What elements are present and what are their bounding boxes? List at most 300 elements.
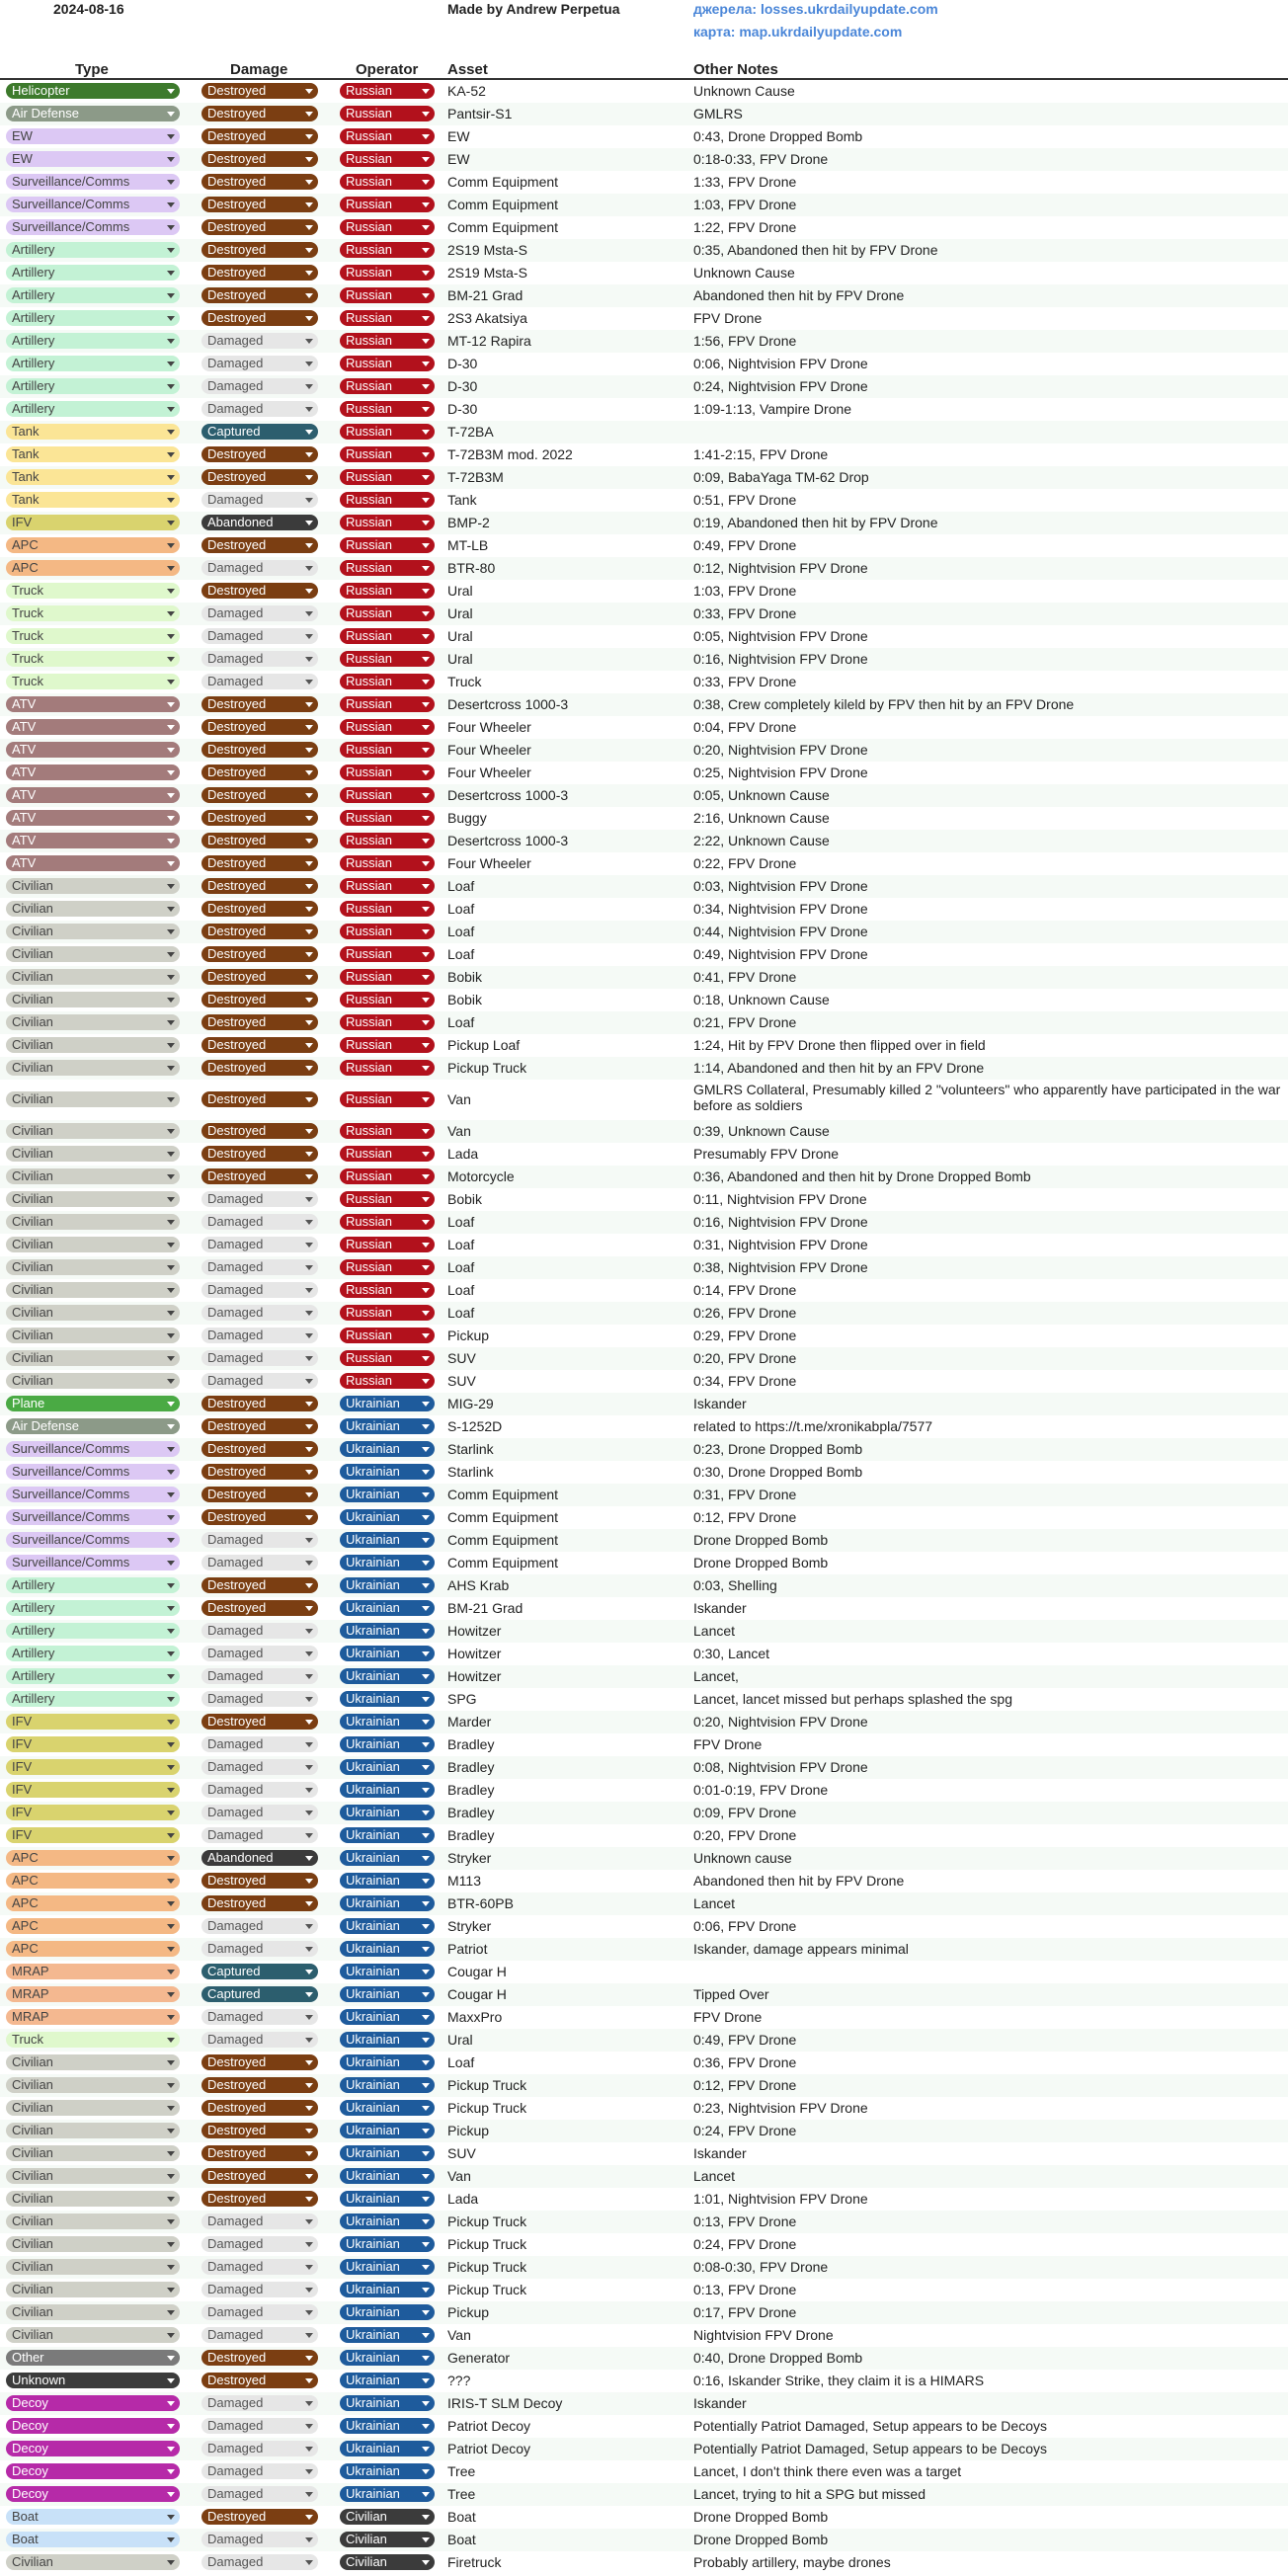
operator-dropdown[interactable] xyxy=(340,1014,435,1030)
map-link[interactable]: карта: map.ukrdailyupdate.com xyxy=(693,24,903,40)
damage-dropdown[interactable] xyxy=(201,537,318,553)
damage-dropdown[interactable] xyxy=(201,106,318,121)
damage-dropdown[interactable] xyxy=(201,2145,318,2161)
type-dropdown[interactable] xyxy=(6,265,180,281)
type-dropdown[interactable] xyxy=(6,765,180,780)
damage-dropdown[interactable] xyxy=(201,469,318,485)
type-dropdown[interactable] xyxy=(6,1123,180,1139)
damage-dropdown[interactable] xyxy=(201,628,318,644)
type-dropdown[interactable] xyxy=(6,2304,180,2320)
damage-dropdown[interactable] xyxy=(201,1532,318,1548)
operator-dropdown[interactable] xyxy=(340,1895,435,1911)
operator-dropdown[interactable] xyxy=(340,1850,435,1866)
damage-dropdown[interactable] xyxy=(201,2327,318,2343)
operator-dropdown[interactable] xyxy=(340,901,435,917)
operator-dropdown[interactable] xyxy=(340,2214,435,2229)
damage-dropdown[interactable] xyxy=(201,1214,318,1230)
damage-dropdown[interactable] xyxy=(201,1037,318,1053)
type-dropdown[interactable] xyxy=(6,742,180,758)
operator-dropdown[interactable] xyxy=(340,1237,435,1252)
damage-dropdown[interactable] xyxy=(201,946,318,962)
type-dropdown[interactable] xyxy=(6,2214,180,2229)
operator-dropdown[interactable] xyxy=(340,174,435,190)
damage-dropdown[interactable] xyxy=(201,174,318,190)
operator-dropdown[interactable] xyxy=(340,219,435,235)
damage-dropdown[interactable] xyxy=(201,265,318,281)
operator-dropdown[interactable] xyxy=(340,878,435,894)
type-dropdown[interactable] xyxy=(6,1759,180,1775)
operator-dropdown[interactable] xyxy=(340,628,435,644)
damage-dropdown[interactable] xyxy=(201,583,318,599)
damage-dropdown[interactable] xyxy=(201,2191,318,2207)
type-dropdown[interactable] xyxy=(6,1986,180,2002)
operator-dropdown[interactable] xyxy=(340,2441,435,2456)
damage-dropdown[interactable] xyxy=(201,1487,318,1502)
operator-dropdown[interactable] xyxy=(340,969,435,985)
operator-dropdown[interactable] xyxy=(340,1827,435,1843)
damage-dropdown[interactable] xyxy=(201,560,318,576)
operator-dropdown[interactable] xyxy=(340,1441,435,1457)
damage-dropdown[interactable] xyxy=(201,924,318,939)
damage-dropdown[interactable] xyxy=(201,1350,318,1366)
type-dropdown[interactable] xyxy=(6,83,180,99)
type-dropdown[interactable] xyxy=(6,1060,180,1076)
operator-dropdown[interactable] xyxy=(340,2100,435,2116)
operator-dropdown[interactable] xyxy=(340,2554,435,2570)
operator-dropdown[interactable] xyxy=(340,1328,435,1343)
type-dropdown[interactable] xyxy=(6,1736,180,1752)
operator-dropdown[interactable] xyxy=(340,1805,435,1820)
damage-dropdown[interactable] xyxy=(201,2395,318,2411)
operator-dropdown[interactable] xyxy=(340,1941,435,1957)
damage-dropdown[interactable] xyxy=(201,1509,318,1525)
damage-dropdown[interactable] xyxy=(201,2509,318,2525)
operator-dropdown[interactable] xyxy=(340,1191,435,1207)
type-dropdown[interactable] xyxy=(6,2191,180,2207)
type-dropdown[interactable] xyxy=(6,2123,180,2138)
type-dropdown[interactable] xyxy=(6,719,180,735)
type-dropdown[interactable] xyxy=(6,651,180,667)
operator-dropdown[interactable] xyxy=(340,674,435,689)
damage-dropdown[interactable] xyxy=(201,651,318,667)
type-dropdown[interactable] xyxy=(6,469,180,485)
operator-dropdown[interactable] xyxy=(340,1668,435,1684)
operator-dropdown[interactable] xyxy=(340,128,435,144)
type-dropdown[interactable] xyxy=(6,1668,180,1684)
damage-dropdown[interactable] xyxy=(201,878,318,894)
type-dropdown[interactable] xyxy=(6,855,180,871)
damage-dropdown[interactable] xyxy=(201,2373,318,2388)
damage-dropdown[interactable] xyxy=(201,492,318,508)
damage-dropdown[interactable] xyxy=(201,2123,318,2138)
operator-dropdown[interactable] xyxy=(340,515,435,530)
damage-dropdown[interactable] xyxy=(201,1691,318,1707)
type-dropdown[interactable] xyxy=(6,401,180,417)
operator-dropdown[interactable] xyxy=(340,378,435,394)
damage-dropdown[interactable] xyxy=(201,1827,318,1843)
damage-dropdown[interactable] xyxy=(201,1464,318,1480)
operator-dropdown[interactable] xyxy=(340,469,435,485)
type-dropdown[interactable] xyxy=(6,1895,180,1911)
type-dropdown[interactable] xyxy=(6,287,180,303)
type-dropdown[interactable] xyxy=(6,628,180,644)
type-dropdown[interactable] xyxy=(6,1509,180,1525)
damage-dropdown[interactable] xyxy=(201,2032,318,2048)
type-dropdown[interactable] xyxy=(6,1691,180,1707)
damage-dropdown[interactable] xyxy=(201,2463,318,2479)
type-dropdown[interactable] xyxy=(6,1328,180,1343)
type-dropdown[interactable] xyxy=(6,515,180,530)
type-dropdown[interactable] xyxy=(6,1014,180,1030)
operator-dropdown[interactable] xyxy=(340,537,435,553)
operator-dropdown[interactable] xyxy=(340,946,435,962)
operator-dropdown[interactable] xyxy=(340,333,435,349)
type-dropdown[interactable] xyxy=(6,946,180,962)
damage-dropdown[interactable] xyxy=(201,1873,318,1889)
type-dropdown[interactable] xyxy=(6,1091,180,1107)
operator-dropdown[interactable] xyxy=(340,83,435,99)
operator-dropdown[interactable] xyxy=(340,1037,435,1053)
operator-dropdown[interactable] xyxy=(340,1091,435,1107)
damage-dropdown[interactable] xyxy=(201,2168,318,2184)
operator-dropdown[interactable] xyxy=(340,1623,435,1639)
operator-dropdown[interactable] xyxy=(340,1418,435,1434)
operator-dropdown[interactable] xyxy=(340,2350,435,2366)
operator-dropdown[interactable] xyxy=(340,265,435,281)
operator-dropdown[interactable] xyxy=(340,855,435,871)
type-dropdown[interactable] xyxy=(6,1918,180,1934)
type-dropdown[interactable] xyxy=(6,2327,180,2343)
type-dropdown[interactable] xyxy=(6,1555,180,1570)
type-dropdown[interactable] xyxy=(6,128,180,144)
type-dropdown[interactable] xyxy=(6,1037,180,1053)
type-dropdown[interactable] xyxy=(6,1782,180,1798)
damage-dropdown[interactable] xyxy=(201,605,318,621)
damage-dropdown[interactable] xyxy=(201,1305,318,1321)
type-dropdown[interactable] xyxy=(6,356,180,371)
operator-dropdown[interactable] xyxy=(340,242,435,258)
damage-dropdown[interactable] xyxy=(201,1191,318,1207)
type-dropdown[interactable] xyxy=(6,2532,180,2547)
damage-dropdown[interactable] xyxy=(201,1714,318,1730)
damage-dropdown[interactable] xyxy=(201,1805,318,1820)
type-dropdown[interactable] xyxy=(6,2077,180,2093)
type-dropdown[interactable] xyxy=(6,492,180,508)
type-dropdown[interactable] xyxy=(6,696,180,712)
type-dropdown[interactable] xyxy=(6,810,180,826)
type-dropdown[interactable] xyxy=(6,1350,180,1366)
operator-dropdown[interactable] xyxy=(340,2077,435,2093)
sources-link[interactable]: джерела: losses.ukrdailyupdate.com xyxy=(693,1,938,17)
damage-dropdown[interactable] xyxy=(201,787,318,803)
operator-dropdown[interactable] xyxy=(340,765,435,780)
damage-dropdown[interactable] xyxy=(201,1964,318,1979)
type-dropdown[interactable] xyxy=(6,174,180,190)
operator-dropdown[interactable] xyxy=(340,2259,435,2275)
operator-dropdown[interactable] xyxy=(340,2327,435,2343)
damage-dropdown[interactable] xyxy=(201,1396,318,1411)
type-dropdown[interactable] xyxy=(6,878,180,894)
type-dropdown[interactable] xyxy=(6,1146,180,1162)
damage-dropdown[interactable] xyxy=(201,2350,318,2366)
damage-dropdown[interactable] xyxy=(201,128,318,144)
type-dropdown[interactable] xyxy=(6,333,180,349)
type-dropdown[interactable] xyxy=(6,2350,180,2366)
type-dropdown[interactable] xyxy=(6,1259,180,1275)
operator-dropdown[interactable] xyxy=(340,1736,435,1752)
operator-dropdown[interactable] xyxy=(340,151,435,167)
type-dropdown[interactable] xyxy=(6,2259,180,2275)
operator-dropdown[interactable] xyxy=(340,992,435,1007)
damage-dropdown[interactable] xyxy=(201,1759,318,1775)
damage-dropdown[interactable] xyxy=(201,333,318,349)
type-dropdown[interactable] xyxy=(6,1237,180,1252)
type-dropdown[interactable] xyxy=(6,674,180,689)
type-dropdown[interactable] xyxy=(6,446,180,462)
operator-dropdown[interactable] xyxy=(340,2486,435,2502)
operator-dropdown[interactable] xyxy=(340,1487,435,1502)
damage-dropdown[interactable] xyxy=(201,855,318,871)
operator-dropdown[interactable] xyxy=(340,2054,435,2070)
damage-dropdown[interactable] xyxy=(201,719,318,735)
operator-dropdown[interactable] xyxy=(340,1259,435,1275)
type-dropdown[interactable] xyxy=(6,242,180,258)
operator-dropdown[interactable] xyxy=(340,1759,435,1775)
operator-dropdown[interactable] xyxy=(340,1146,435,1162)
type-dropdown[interactable] xyxy=(6,197,180,212)
damage-dropdown[interactable] xyxy=(201,446,318,462)
type-dropdown[interactable] xyxy=(6,2168,180,2184)
operator-dropdown[interactable] xyxy=(340,2168,435,2184)
operator-dropdown[interactable] xyxy=(340,1532,435,1548)
damage-dropdown[interactable] xyxy=(201,833,318,848)
operator-dropdown[interactable] xyxy=(340,605,435,621)
operator-dropdown[interactable] xyxy=(340,106,435,121)
type-dropdown[interactable] xyxy=(6,2054,180,2070)
type-dropdown[interactable] xyxy=(6,1805,180,1820)
damage-dropdown[interactable] xyxy=(201,515,318,530)
damage-dropdown[interactable] xyxy=(201,810,318,826)
damage-dropdown[interactable] xyxy=(201,2077,318,2093)
damage-dropdown[interactable] xyxy=(201,2282,318,2297)
type-dropdown[interactable] xyxy=(6,2373,180,2388)
damage-dropdown[interactable] xyxy=(201,901,318,917)
type-dropdown[interactable] xyxy=(6,1850,180,1866)
operator-dropdown[interactable] xyxy=(340,1060,435,1076)
operator-dropdown[interactable] xyxy=(340,424,435,440)
type-dropdown[interactable] xyxy=(6,787,180,803)
operator-dropdown[interactable] xyxy=(340,197,435,212)
operator-dropdown[interactable] xyxy=(340,1214,435,1230)
damage-dropdown[interactable] xyxy=(201,2259,318,2275)
operator-dropdown[interactable] xyxy=(340,2009,435,2025)
damage-dropdown[interactable] xyxy=(201,696,318,712)
damage-dropdown[interactable] xyxy=(201,1986,318,2002)
operator-dropdown[interactable] xyxy=(340,1509,435,1525)
damage-dropdown[interactable] xyxy=(201,151,318,167)
type-dropdown[interactable] xyxy=(6,2418,180,2434)
operator-dropdown[interactable] xyxy=(340,2395,435,2411)
type-dropdown[interactable] xyxy=(6,1305,180,1321)
type-dropdown[interactable] xyxy=(6,1282,180,1298)
type-dropdown[interactable] xyxy=(6,2100,180,2116)
type-dropdown[interactable] xyxy=(6,1577,180,1593)
type-dropdown[interactable] xyxy=(6,1646,180,1661)
operator-dropdown[interactable] xyxy=(340,2509,435,2525)
damage-dropdown[interactable] xyxy=(201,2418,318,2434)
damage-dropdown[interactable] xyxy=(201,1623,318,1639)
damage-dropdown[interactable] xyxy=(201,1418,318,1434)
operator-dropdown[interactable] xyxy=(340,2145,435,2161)
damage-dropdown[interactable] xyxy=(201,2009,318,2025)
operator-dropdown[interactable] xyxy=(340,446,435,462)
type-dropdown[interactable] xyxy=(6,2145,180,2161)
damage-dropdown[interactable] xyxy=(201,1555,318,1570)
type-dropdown[interactable] xyxy=(6,151,180,167)
type-dropdown[interactable] xyxy=(6,378,180,394)
damage-dropdown[interactable] xyxy=(201,1146,318,1162)
operator-dropdown[interactable] xyxy=(340,1714,435,1730)
damage-dropdown[interactable] xyxy=(201,1577,318,1593)
damage-dropdown[interactable] xyxy=(201,1328,318,1343)
type-dropdown[interactable] xyxy=(6,1168,180,1184)
type-dropdown[interactable] xyxy=(6,1714,180,1730)
type-dropdown[interactable] xyxy=(6,2509,180,2525)
type-dropdown[interactable] xyxy=(6,1623,180,1639)
operator-dropdown[interactable] xyxy=(340,1918,435,1934)
type-dropdown[interactable] xyxy=(6,1418,180,1434)
damage-dropdown[interactable] xyxy=(201,992,318,1007)
operator-dropdown[interactable] xyxy=(340,787,435,803)
damage-dropdown[interactable] xyxy=(201,219,318,235)
operator-dropdown[interactable] xyxy=(340,401,435,417)
operator-dropdown[interactable] xyxy=(340,1123,435,1139)
damage-dropdown[interactable] xyxy=(201,2441,318,2456)
operator-dropdown[interactable] xyxy=(340,1577,435,1593)
operator-dropdown[interactable] xyxy=(340,1646,435,1661)
type-dropdown[interactable] xyxy=(6,1441,180,1457)
damage-dropdown[interactable] xyxy=(201,1941,318,1957)
damage-dropdown[interactable] xyxy=(201,197,318,212)
operator-dropdown[interactable] xyxy=(340,651,435,667)
operator-dropdown[interactable] xyxy=(340,833,435,848)
damage-dropdown[interactable] xyxy=(201,356,318,371)
type-dropdown[interactable] xyxy=(6,969,180,985)
type-dropdown[interactable] xyxy=(6,2395,180,2411)
operator-dropdown[interactable] xyxy=(340,1691,435,1707)
operator-dropdown[interactable] xyxy=(340,583,435,599)
damage-dropdown[interactable] xyxy=(201,310,318,326)
damage-dropdown[interactable] xyxy=(201,1259,318,1275)
damage-dropdown[interactable] xyxy=(201,1736,318,1752)
type-dropdown[interactable] xyxy=(6,537,180,553)
type-dropdown[interactable] xyxy=(6,1464,180,1480)
damage-dropdown[interactable] xyxy=(201,401,318,417)
type-dropdown[interactable] xyxy=(6,1600,180,1616)
damage-dropdown[interactable] xyxy=(201,378,318,394)
operator-dropdown[interactable] xyxy=(340,287,435,303)
type-dropdown[interactable] xyxy=(6,2032,180,2048)
damage-dropdown[interactable] xyxy=(201,1918,318,1934)
operator-dropdown[interactable] xyxy=(340,492,435,508)
damage-dropdown[interactable] xyxy=(201,1123,318,1139)
operator-dropdown[interactable] xyxy=(340,2191,435,2207)
operator-dropdown[interactable] xyxy=(340,1782,435,1798)
operator-dropdown[interactable] xyxy=(340,2236,435,2252)
type-dropdown[interactable] xyxy=(6,1941,180,1957)
operator-dropdown[interactable] xyxy=(340,696,435,712)
operator-dropdown[interactable] xyxy=(340,2532,435,2547)
operator-dropdown[interactable] xyxy=(340,310,435,326)
operator-dropdown[interactable] xyxy=(340,810,435,826)
type-dropdown[interactable] xyxy=(6,2486,180,2502)
damage-dropdown[interactable] xyxy=(201,2486,318,2502)
type-dropdown[interactable] xyxy=(6,1191,180,1207)
damage-dropdown[interactable] xyxy=(201,2054,318,2070)
operator-dropdown[interactable] xyxy=(340,1282,435,1298)
type-dropdown[interactable] xyxy=(6,2441,180,2456)
operator-dropdown[interactable] xyxy=(340,719,435,735)
operator-dropdown[interactable] xyxy=(340,1305,435,1321)
damage-dropdown[interactable] xyxy=(201,674,318,689)
type-dropdown[interactable] xyxy=(6,1373,180,1389)
type-dropdown[interactable] xyxy=(6,901,180,917)
operator-dropdown[interactable] xyxy=(340,1464,435,1480)
operator-dropdown[interactable] xyxy=(340,2282,435,2297)
damage-dropdown[interactable] xyxy=(201,424,318,440)
damage-dropdown[interactable] xyxy=(201,242,318,258)
type-dropdown[interactable] xyxy=(6,833,180,848)
damage-dropdown[interactable] xyxy=(201,1850,318,1866)
damage-dropdown[interactable] xyxy=(201,1237,318,1252)
damage-dropdown[interactable] xyxy=(201,2304,318,2320)
operator-dropdown[interactable] xyxy=(340,1350,435,1366)
operator-dropdown[interactable] xyxy=(340,2373,435,2388)
damage-dropdown[interactable] xyxy=(201,1060,318,1076)
operator-dropdown[interactable] xyxy=(340,742,435,758)
damage-dropdown[interactable] xyxy=(201,2100,318,2116)
operator-dropdown[interactable] xyxy=(340,1986,435,2002)
type-dropdown[interactable] xyxy=(6,219,180,235)
type-dropdown[interactable] xyxy=(6,106,180,121)
operator-dropdown[interactable] xyxy=(340,1600,435,1616)
operator-dropdown[interactable] xyxy=(340,1964,435,1979)
damage-dropdown[interactable] xyxy=(201,2236,318,2252)
damage-dropdown[interactable] xyxy=(201,1895,318,1911)
operator-dropdown[interactable] xyxy=(340,924,435,939)
type-dropdown[interactable] xyxy=(6,924,180,939)
damage-dropdown[interactable] xyxy=(201,2532,318,2547)
damage-dropdown[interactable] xyxy=(201,2554,318,2570)
damage-dropdown[interactable] xyxy=(201,742,318,758)
type-dropdown[interactable] xyxy=(6,992,180,1007)
type-dropdown[interactable] xyxy=(6,2463,180,2479)
type-dropdown[interactable] xyxy=(6,2236,180,2252)
type-dropdown[interactable] xyxy=(6,1827,180,1843)
type-dropdown[interactable] xyxy=(6,310,180,326)
type-dropdown[interactable] xyxy=(6,605,180,621)
operator-dropdown[interactable] xyxy=(340,1168,435,1184)
type-dropdown[interactable] xyxy=(6,424,180,440)
damage-dropdown[interactable] xyxy=(201,1014,318,1030)
type-dropdown[interactable] xyxy=(6,2009,180,2025)
operator-dropdown[interactable] xyxy=(340,1873,435,1889)
damage-dropdown[interactable] xyxy=(201,765,318,780)
operator-dropdown[interactable] xyxy=(340,2032,435,2048)
operator-dropdown[interactable] xyxy=(340,1555,435,1570)
damage-dropdown[interactable] xyxy=(201,1600,318,1616)
damage-dropdown[interactable] xyxy=(201,1091,318,1107)
